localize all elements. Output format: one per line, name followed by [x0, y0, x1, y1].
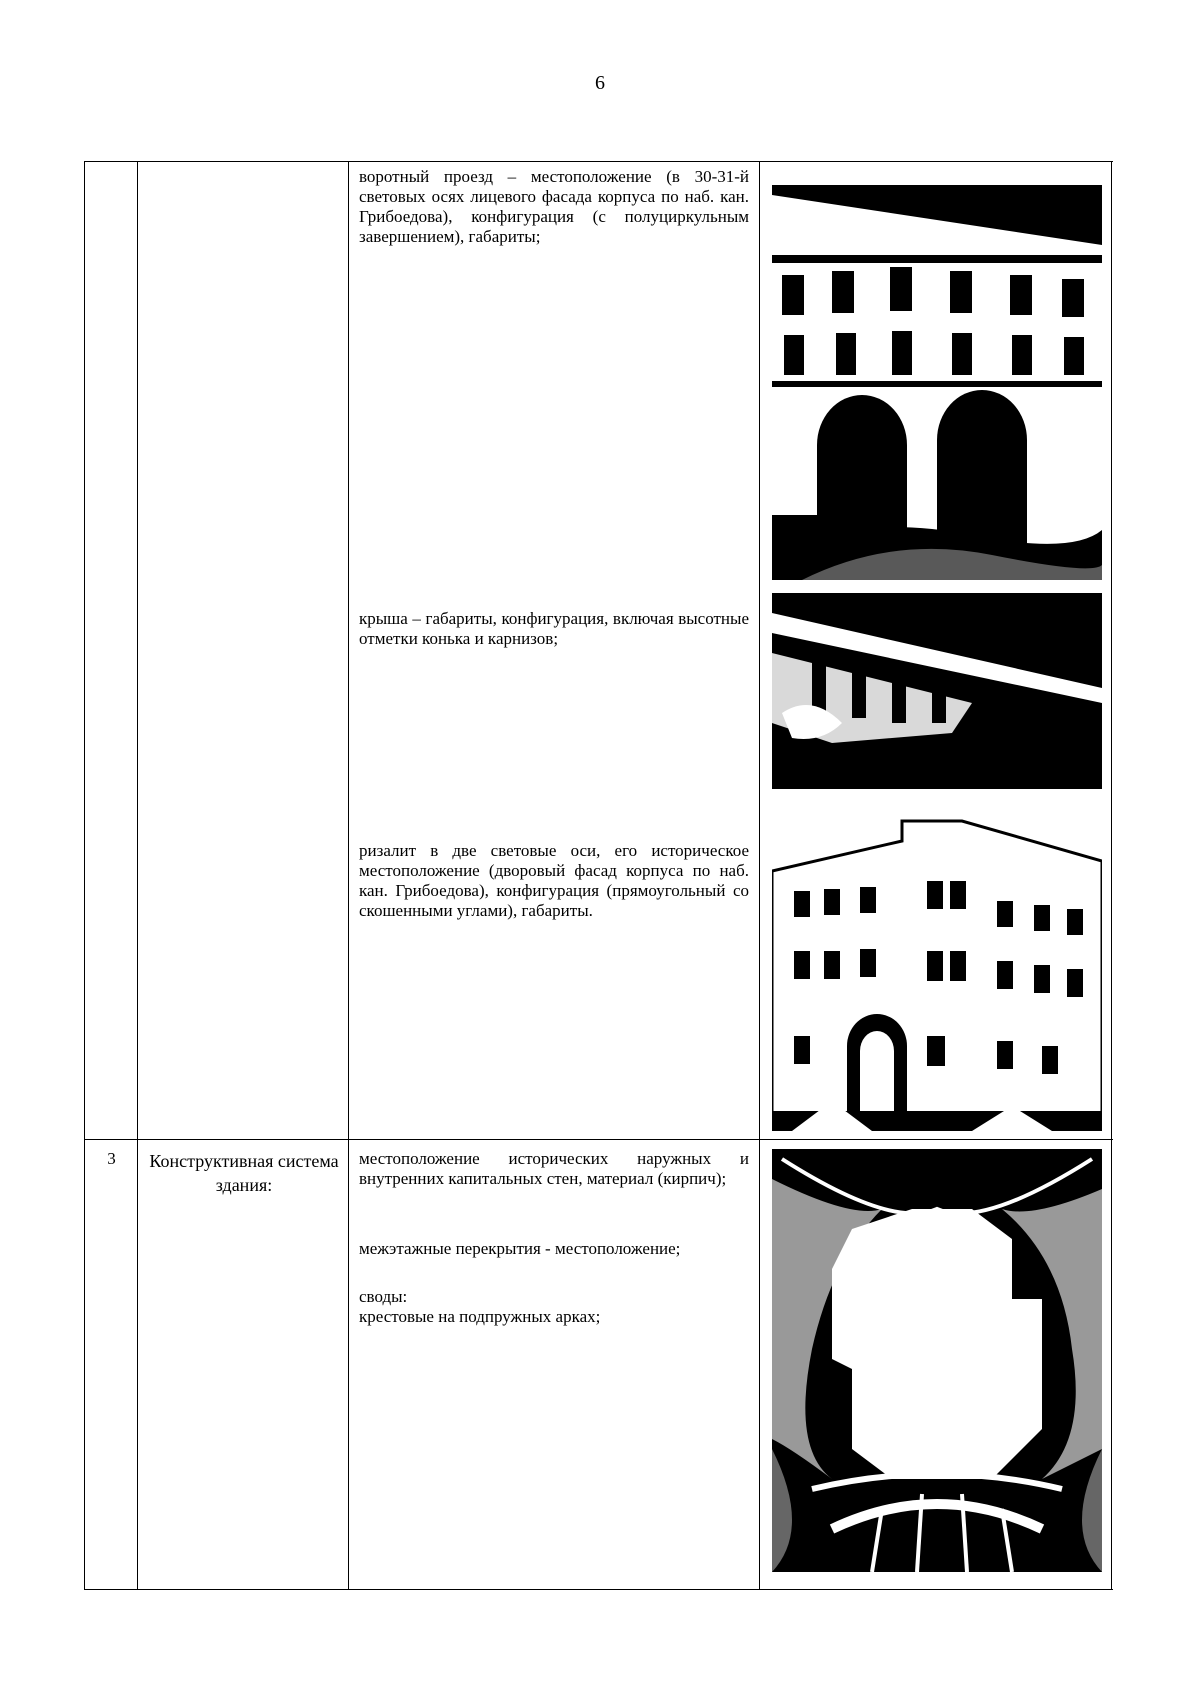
table-left-border [84, 161, 85, 1590]
table-bottom-border [84, 1589, 1113, 1590]
photo-courtyard-risalit [772, 801, 1102, 1131]
subject-protection-table [84, 161, 1113, 1590]
description-cross-vaults: крестовые на подпружных арках; [359, 1307, 601, 1326]
description-risalit: ризалит в две световые оси, его историческое местоположение (дворовый фасад корпуса по наб. кан. Грибоедова), конфигурация (прямоугольный со скошенными углами), габариты. [359, 841, 749, 920]
row-title: Конструктивная система здания: [149, 1151, 339, 1195]
description-floors: межэтажные перекрытия - местоположение; [359, 1239, 681, 1258]
row-number: 3 [107, 1149, 116, 1168]
photo-cross-vault [772, 1149, 1102, 1572]
table-right-border [1111, 161, 1112, 1590]
page-number: 6 [595, 72, 605, 94]
description-walls: местоположение исторических наружных и внутренних капитальных стен, материал (кирпич); [359, 1149, 749, 1188]
cross-vault-image [772, 1149, 1102, 1572]
description-roof: крыша – габариты, конфигурация, включая высотные отметки конька и карнизов; [359, 609, 749, 648]
facade-arches-image [772, 185, 1102, 580]
table-top-border [84, 161, 1113, 162]
column-divider [759, 161, 760, 1590]
description-gateway: воротный проезд – местоположение (в 30-31-й световых осях лицевого фасада корпуса по наб. кан. Грибоедова), конфигурация (с полуциркульным завершением), габариты; [359, 167, 749, 246]
photo-facade-arches [772, 185, 1102, 580]
description-vaults: своды: [359, 1287, 408, 1306]
photo-roof [772, 593, 1102, 789]
courtyard-risalit-image [772, 801, 1102, 1131]
column-divider [348, 161, 349, 1590]
column-divider [137, 161, 138, 1590]
roof-image [772, 593, 1102, 789]
row-divider [84, 1139, 1113, 1140]
